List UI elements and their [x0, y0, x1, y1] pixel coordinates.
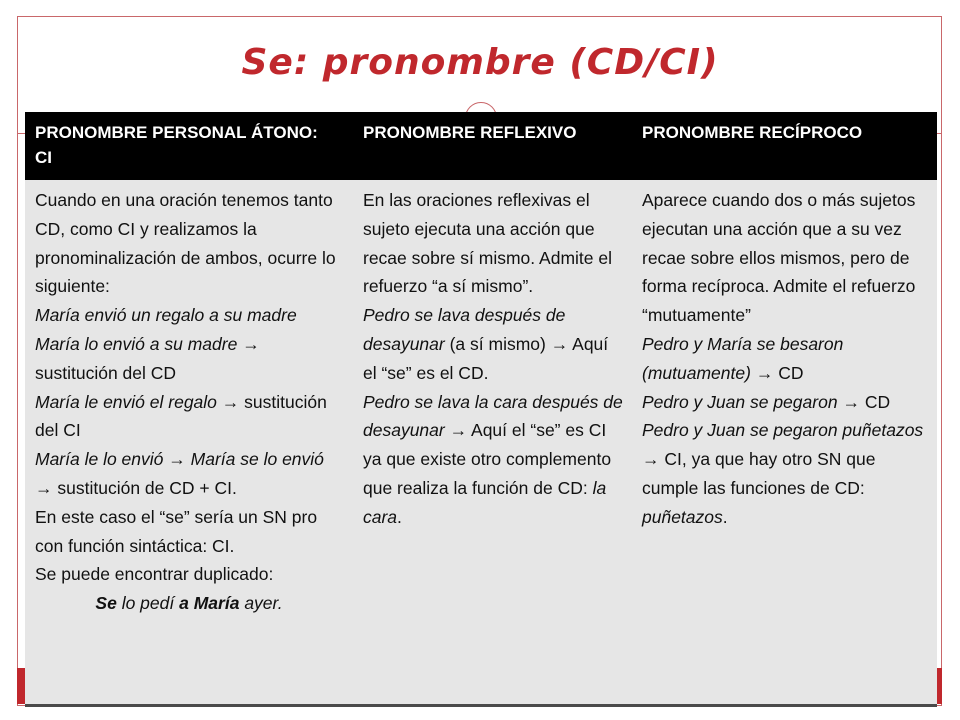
cell-text: .	[722, 506, 728, 527]
slide-title: Se: pronombre (CD/CI)	[241, 42, 719, 83]
example-text: ayer.	[244, 593, 283, 614]
arrow-right-icon: →	[449, 420, 468, 441]
result-text: Aquí el “se” es CI ya que existe otro complemento que realiza la función de CD:	[363, 420, 612, 498]
cell-text: Se puede encontrar duplicado:	[35, 564, 274, 585]
header-reflexivo: PRONOMBRE REFLEXIVO	[363, 123, 577, 142]
arrow-right-icon: →	[221, 391, 240, 412]
result-text: sustitución de CD + CI.	[57, 477, 237, 498]
header-reciproco: PRONOMBRE RECÍPROCO	[642, 123, 863, 142]
arrow-right-icon: →	[550, 333, 569, 354]
example-text: Pedro y María se besaron (mutuamente)	[642, 333, 844, 383]
example-text: María le envió el regalo	[35, 391, 217, 412]
cell-reciproco	[642, 186, 930, 532]
example-text: María envió un regalo a su madre	[35, 305, 297, 326]
arrow-right-icon: →	[35, 477, 53, 498]
arrow-right-icon: →	[755, 362, 774, 383]
table-body-row	[25, 180, 937, 704]
example-text: María le lo envió	[35, 449, 164, 470]
table-header-row	[25, 112, 937, 180]
example-text: Pedro se lava la cara después de desayunar	[363, 391, 623, 441]
example-text: Pedro y Juan se pegaron puñetazos	[642, 420, 924, 441]
result-text: sustitución del CI	[35, 391, 327, 441]
arrow-right-icon: →	[842, 391, 860, 412]
cell-personal-atono	[35, 186, 343, 618]
result-text: sustitución del CD	[35, 362, 177, 383]
cell-reflexivo	[363, 186, 625, 532]
example-text: puñetazos	[642, 506, 723, 527]
example-text: María lo envió a su madre	[35, 333, 238, 354]
cell-text: En las oraciones reflexivas el sujeto ejecuta una acción que recae sobre sí mismo. Admite el refuerzo “a sí mismo”.	[363, 190, 612, 297]
example-text: a María	[179, 593, 240, 614]
arrow-right-icon: →	[242, 333, 260, 354]
example-text: María se lo envió	[190, 449, 324, 470]
result-text: Aquí el “se” es el CD.	[363, 333, 609, 383]
cell-text: Aparece cuando dos o más sujetos ejecutan una acción que a su vez recae sobre ellos mismos, pero de forma recíproca. Admite el refuerzo “mutuamente”	[642, 190, 916, 326]
cell-text: Cuando en una oración tenemos tanto CD, como CI y realizamos la pronominalización de ambos, ocurre lo siguiente:	[35, 190, 336, 297]
example-text: Pedro se lava después de desayunar	[363, 305, 566, 354]
result-text: CD	[864, 391, 891, 412]
header-personal-atono: PRONOMBRE PERSONAL ÁTONO: CI	[35, 123, 318, 167]
example-text: Se	[95, 593, 117, 614]
example-text: la cara	[363, 477, 607, 527]
example-text: lo pedí	[121, 593, 175, 614]
arrow-right-icon: →	[642, 449, 660, 470]
result-text: CI, ya que hay otro SN que cumple las funciones de CD:	[642, 449, 876, 498]
cell-text: (a sí mismo)	[449, 333, 546, 354]
cell-text: .	[397, 506, 402, 527]
bottom-bar	[25, 704, 937, 707]
cell-text: En este caso el “se” sería un SN pro con función sintáctica: CI.	[35, 506, 318, 556]
result-text: CD	[778, 362, 804, 383]
arrow-right-icon: →	[168, 449, 186, 470]
content-table	[25, 112, 937, 704]
example-text: Pedro y Juan se pegaron	[642, 391, 838, 412]
